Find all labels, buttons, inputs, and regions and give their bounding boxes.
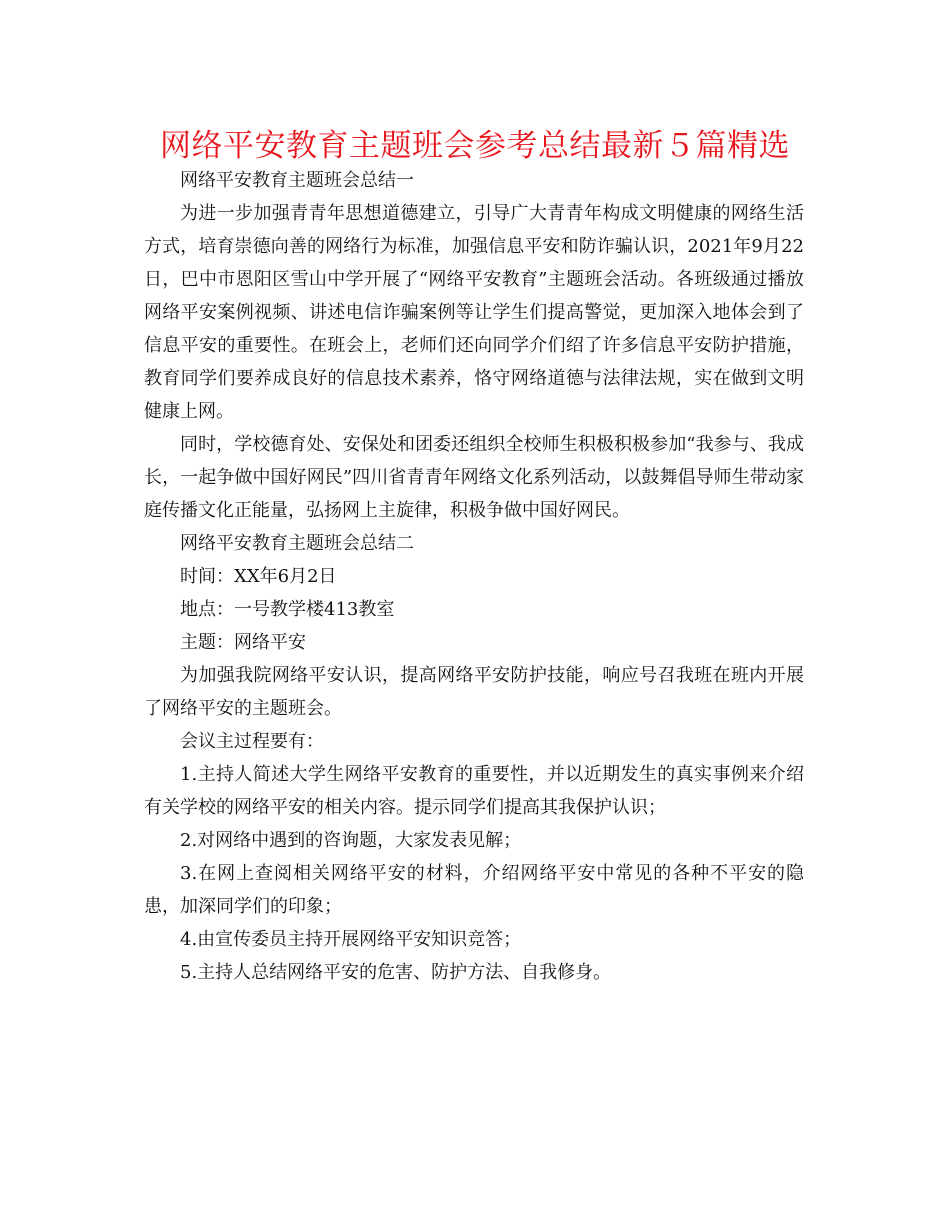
process-item-3: 3.在网上查阅相关网络平安的材料，介绍网络平安中常见的各种不平安的隐患，加深同学们的印象； [144, 863, 804, 917]
paragraph-intro: 为进一步加强青青年思想道德建立，引导广大青青年构成文明健康的网络生活方式，培育崇德向善的网络行为标准，加强信息平安和防诈骗认识，2021年9月22日，巴中市恩阳区雪山中学开展了“网络平安教育”主题班会活动。各班级通过播放网络平安案例视频、讲述电信诈骗案例等让学生们提高警觉，更加深入地体会到了信息平安的重要性。在班会上，老师们还向同学介们绍了许多信息平安防护措施，教育同学们要养成良好的信息技术素养，恪守网络道德与法律法规，实在做到文明健康上网。 [144, 203, 804, 422]
section-heading-1: 网络平安教育主题班会总结一 [180, 170, 414, 191]
document-body [144, 164, 804, 989]
paragraph-activity: 同时，学校德育处、安保处和团委还组织全校师生积极积极参加“我参与、我成长，一起争做中国好网民”四川省青青年网络文化系列活动，以鼓舞倡导师生带动家庭传播文化正能量，弘扬网上主旋律，积极争做中国好网民。 [144, 434, 804, 521]
meeting-location: 地点：一号教学楼413教室 [180, 599, 395, 620]
paragraph-purpose: 为加强我院网络平安认识，提高网络平安防护技能，响应号召我班在班内开展了网络平安的主题班会。 [144, 665, 804, 719]
process-item-2: 2.对网络中遇到的咨询题，大家发表见解； [180, 830, 522, 851]
process-item-5: 5.主持人总结网络平安的危害、防护方法、自我修身。 [180, 962, 612, 983]
process-heading: 会议主过程要有： [180, 731, 324, 752]
meeting-time: 时间：XX年6月2日 [180, 566, 337, 587]
meeting-theme: 主题：网络平安 [180, 632, 306, 653]
document-title: 网络平安教育主题班会参考总结最新５篇精选 [160, 128, 790, 164]
process-item-1: 1.主持人简述大学生网络平安教育的重要性，并以近期发生的真实事例来介绍有关学校的网络平安的相关内容。提示同学们提高其我保护认识； [144, 764, 804, 818]
process-item-4: 4.由宣传委员主持开展网络平安知识竞答； [180, 929, 522, 950]
section-heading-2: 网络平安教育主题班会总结二 [180, 533, 414, 554]
